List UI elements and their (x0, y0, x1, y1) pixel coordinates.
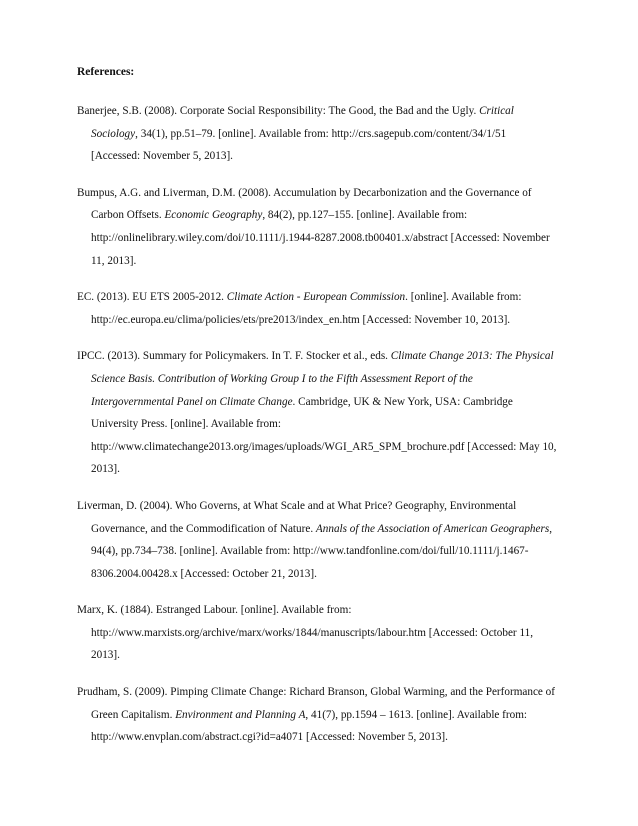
reference-text: Banerjee, S.B. (2008). Corporate Social Responsibility: The Good, the Bad and the Ugly. (77, 105, 480, 117)
reference-details: , 34(1), pp.51–79. [online]. Available from: http://crs.sagepub.com/content/34/1/51 [Accessed: November 5, 2013]. (91, 127, 507, 163)
reference-entry (77, 182, 557, 272)
reference-details: . [online]. Available from: http://ec.europa.eu/clima/policies/ets/pre2013/index_en.htm [Accessed: November 10, 2013]. (91, 291, 522, 326)
reference-source-title: Critical Sociology (91, 105, 514, 140)
references-heading: References: (77, 66, 135, 78)
reference-entry (77, 345, 557, 481)
reference-text: EC. (2013). EU ETS 2005-2012. (77, 291, 227, 304)
reference-source-title: Climate Action - European Commission (226, 291, 406, 304)
reference-details: , 41(7), pp.1594 – 1613. [online]. Available from: http://www.envplan.com/abstract.cgi?id=a4071 [Accessed: November 5, 2013]. (91, 708, 528, 744)
reference-text: IPCC. (2013). Summary for Policymakers. In T. F. Stocker et al., eds. (77, 350, 391, 363)
reference-text: Prudham, S. (2009). Pimping Climate Change: Richard Branson, Global Warming, and the Performance of Green Capitalism. (77, 686, 556, 721)
reference-entry (77, 100, 557, 168)
reference-details: . Cambridge, UK & New York, USA: Cambridge University Press. [online]. Available from: http://www.climatechange2013.org/images/uploads/WGI_AR5_SPM_brochure.pdf [Accessed: May 10, 2013]. (91, 395, 557, 476)
reference-details: , 84(2), pp.127–155. [online]. Available from: http://onlinelibrary.wiley.com/doi/10.1111/j.1944-8287.2008.tb00401.x/abstract [Accessed: November 11, 2013]. (91, 209, 550, 267)
reference-source-title: Economic Geography (164, 209, 263, 222)
reference-entry (77, 681, 557, 749)
reference-entry (77, 495, 557, 585)
reference-list (77, 100, 557, 763)
reference-source-title: Annals of the Association of American Geographers (315, 522, 550, 535)
reference-details: , 94(4), pp.734–738. [online]. Available from: http://www.tandfonline.com/doi/full/10.1111/j.1467-8306.2004.00428.x [Accessed: October 21, 2013]. (91, 522, 552, 580)
reference-source-title: Environment and Planning A (175, 708, 306, 721)
reference-text: Bumpus, A.G. and Liverman, D.M. (2008). Accumulation by Decarbonization and the Governance of Carbon Offsets. (77, 186, 532, 222)
reference-text: Liverman, D. (2004). Who Governs, at What Scale and at What Price? Geography, Environmental Governance, and the Commodification of Nature. (77, 499, 517, 535)
reference-entry (77, 286, 557, 331)
reference-text: Marx, K. (1884). Estranged Labour. [online]. Available from: http://www.marxists.org/archive/marx/works/1844/manuscripts/labour.htm [Accessed: October 11, 2013]. (77, 604, 534, 662)
reference-source-title: Climate Change 2013: The Physical Science Basis. Contribution of Working Group I to the Fifth Assessment Report of the Intergovernmental Panel on Climate Change (91, 350, 554, 408)
reference-entry (77, 599, 557, 667)
